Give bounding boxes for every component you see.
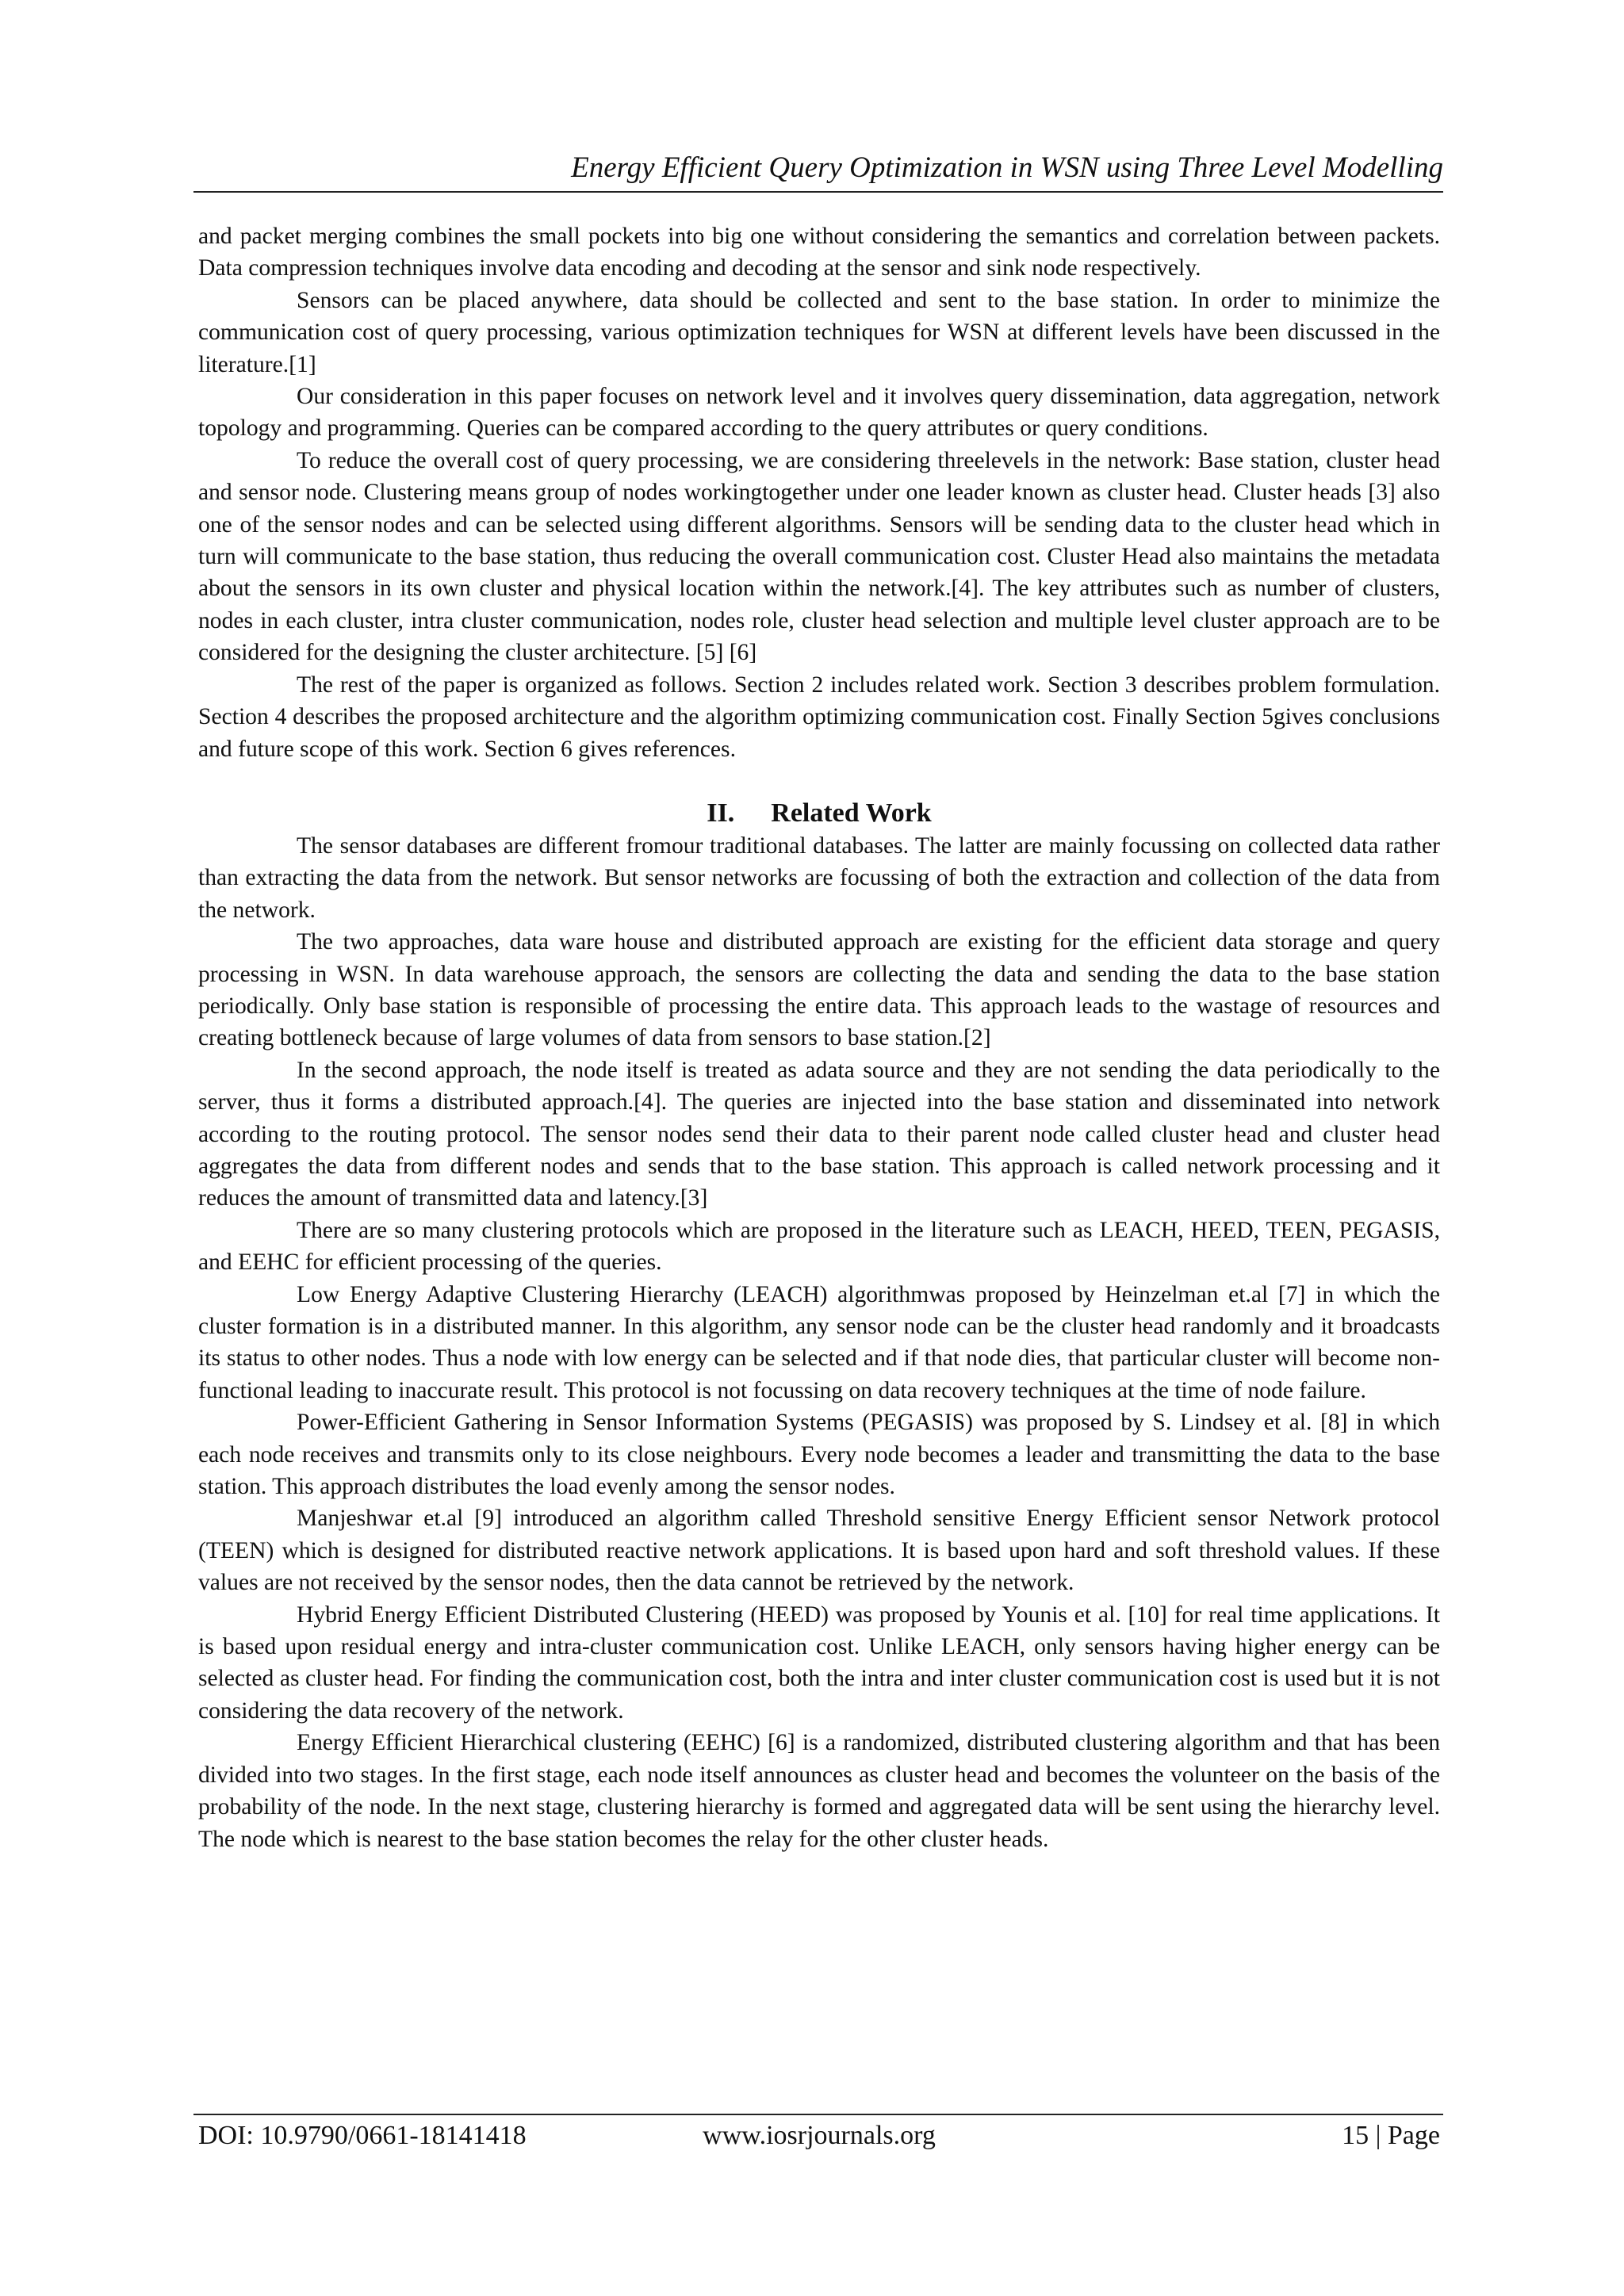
footer-url[interactable]: www.iosrjournals.org — [703, 2121, 936, 2150]
footer-rule — [193, 2114, 1443, 2115]
intro-paragraph-3: Our consideration in this paper focuses on network level and it involves query dissemination, data aggregation, network topology and programming. Queries can be compared according to the query attributes or query conditions. — [198, 384, 1440, 442]
related-paragraph-2: The two approaches, data ware house and distributed approach are existing for the efficient data storage and query processing in WSN. In data warehouse approach, the sensors are collecting the data and sending the data to the base station periodically. Only base station is responsible of processing the entire data. This approach leads to the wastage of resources and creating bottleneck because of large volumes of data from sensors to base station.[2] — [198, 929, 1440, 1051]
intro-paragraph-5: The rest of the paper is organized as follows. Section 2 includes related work. Section 3 describes problem formulation. Section 4 describes the proposed architecture and the algorithm optimizing communication cost. Finally Section 5gives conclusions and future scope of this work. Section 6 gives references. — [198, 672, 1440, 762]
section-heading — [198, 797, 1440, 830]
related-paragraph-5: Low Energy Adaptive Clustering Hierarchy (LEACH) algorithmwas proposed by Heinzelman et.al [7] in which the cluster formation is in a distributed manner. In this algorithm, any sensor node can be the cluster head randomly and it broadcasts its status to other nodes. Thus a node with low energy can be selected and if that node dies, that particular cluster will become non-functional leading to inaccurate result. This protocol is not focussing on data recovery techniques at the time of node failure. — [198, 1281, 1440, 1403]
related-paragraph-6: Power-Efficient Gathering in Sensor Information Systems (PEGASIS) was proposed by S. Lindsey et al. [8] in which each node receives and transmits only to its close neighbours. Every node becomes a leader and transmitting the data to the base station. This approach distributes the load evenly among the sensor nodes. — [198, 1410, 1440, 1500]
intro-paragraph-2: Sensors can be placed anywhere, data should be collected and sent to the base station. In order to minimize the communication cost of query processing, various optimization techniques for WSN at different levels have been discussed in the literature.[1] — [198, 287, 1440, 377]
intro-paragraph-1: and packet merging combines the small pockets into big one without considering the semantics and correlation between packets. Data compression techniques involve data encoding and decoding at the sensor and sink node respectively. — [198, 224, 1440, 281]
related-paragraph-7: Manjeshwar et.al [9] introduced an algorithm called Threshold sensitive Energy Efficient sensor Network protocol (TEEN) which is designed for distributed reactive network applications. It is based upon hard and soft threshold values. If these values are not received by the sensor nodes, then the data cannot be retrieved by the network. — [198, 1506, 1440, 1596]
running-header-title: Energy Efficient Query Optimization in WSN using Three Level Modelling — [571, 151, 1443, 184]
body-text — [198, 220, 1440, 1855]
section-title: Related Work — [771, 798, 932, 828]
related-paragraph-4: There are so many clustering protocols which are proposed in the literature such as LEACH, HEED, TEEN, PEGASIS, and EEHC for efficient processing of the queries. — [198, 1217, 1440, 1276]
related-paragraph-1: The sensor databases are different fromour traditional databases. The latter are mainly focussing on collected data rather than extracting the data from the network. But sensor networks are focussing of both the extraction and collection of the data from the network. — [198, 832, 1440, 923]
related-paragraph-9: Energy Efficient Hierarchical clustering (EEHC) [6] is a randomized, distributed clustering algorithm and that has been divided into two stages. In the first stage, each node itself announces as cluster head and becomes the volunteer on the basis of the probability of the node. In the next stage, clustering hierarchy is formed and aggregated data will be sent using the hierarchy level. The node which is nearest to the base station becomes the relay for the other cluster heads. — [198, 1730, 1440, 1852]
related-paragraph-3: In the second approach, the node itself is treated as adata source and they are not sending the data periodically to the server, thus it forms a distributed approach.[4]. The queries are injected into the base station and disseminated into network according to the routing protocol. The sensor nodes send their data to their parent node called cluster head and cluster head aggregates the data from different nodes and sends that to the base station. This approach is called network processing and it reduces the amount of transmitted data and latency.[3] — [198, 1057, 1440, 1211]
related-paragraph-8: Hybrid Energy Efficient Distributed Clustering (HEED) was proposed by Younis et al. [10] for real time applications. It is based upon residual energy and intra-cluster communication cost. Unlike LEACH, only sensors having higher energy can be selected as cluster head. For finding the communication cost, both the intra and inter cluster communication cost is used but it is not considering the data recovery of the network. — [198, 1601, 1440, 1724]
section-number: II. — [707, 798, 735, 828]
footer-page-number: 15 | Page — [1342, 2121, 1440, 2150]
footer-doi: DOI: 10.9790/0661-18141418 — [198, 2121, 527, 2150]
intro-paragraph-4: To reduce the overall cost of query processing, we are considering threelevels in the network: Base station, cluster head and sensor node. Clustering means group of nodes workingtogether under one leader known as cluster head. Cluster heads [3] also one of the sensor nodes and can be selected using different algorithms. Sensors will be sending data to the cluster head which in turn will communicate to the base station, thus reducing the overall communication cost. Cluster Head also maintains the metadata about the sensors in its own cluster and physical location within the network.[4]. The key attributes such as number of clusters, nodes in each cluster, intra cluster communication, nodes role, cluster head selection and multiple level cluster approach are to be considered for the designing the cluster architecture. [5] [6] — [198, 447, 1440, 666]
header-rule — [193, 191, 1443, 193]
